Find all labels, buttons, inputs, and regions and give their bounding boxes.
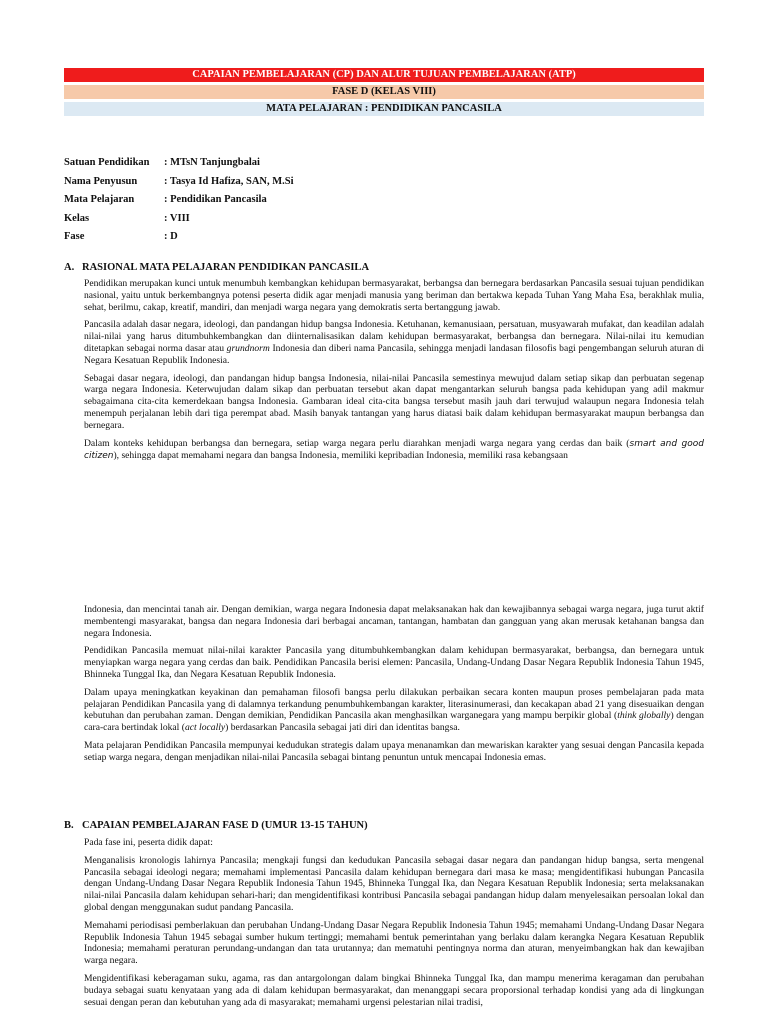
- paragraph: Dalam konteks kehidupan berbangsa dan bernegara, setiap warga negara perlu diarahkan menjadi warga negara yang cerdas dan baik (smart and good citizen), sehingga dapat memahami negara dan bangsa Indonesia, memiliki kepribadian Indonesia, memiliki rasa kebangsaan: [84, 437, 704, 462]
- identity-label: Nama Penyusun: [64, 175, 138, 187]
- section-b-body: [84, 837, 704, 1014]
- identity-label: Satuan Pendidikan: [64, 157, 150, 168]
- section-number: B.: [64, 820, 74, 831]
- paragraph: Dalam upaya meningkatkan keyakinan dan pemahaman filosofi bangsa perlu dilakukan perbaikan secara konten maupun proses pembelajaran pada mata pelajaran Pendidikan Pancasila yang di dalamnya terkandung penumbuhkembangan karakter, literasinumerasi, dan kecakapan abad 21 yang disesuaikan dengan kebutuhan dan perubahan zaman. Dengan demikian, Pendidikan Pancasila akan menghasilkan warganegara yang mampu berpikir global (think globally) dengan cara-cara bertindak lokal (act locally) berdasarkan Pancasila sebagai jati diri dan identitas bangsa.: [84, 686, 704, 734]
- identity-value: : VIII: [164, 212, 190, 224]
- section-title: CAPAIAN PEMBELAJARAN FASE D (UMUR 13-15 TAHUN): [82, 820, 368, 831]
- paragraph: Memahami periodisasi pemberlakuan dan perubahan Undang-Undang Dasar Negara Republik Indonesia Tahun 1945; memahami Undang-Undang Dasar Negara Republik Indonesia Tahun 1945 sebagai sumber hukum tertinggi; memahami bentuk pemerintahan yang berlaku dalam kerangka Negara Kesatuan Republik Indonesia; memahami peraturan perundang-undangan dan tata urutannya; dan mematuhi pentingnya norma dan aturan, menyeimbangkan hak dan kewajiban warga negara.: [84, 919, 704, 967]
- subject-band: MATA PELAJARAN : PENDIDIKAN PANCASILA: [64, 102, 704, 116]
- phase-band: FASE D (KELAS VIII): [64, 85, 704, 99]
- identity-table: [64, 154, 294, 247]
- identity-value: : D: [164, 231, 178, 242]
- paragraph: Mata pelajaran Pendidikan Pancasila mempunyai kedudukan strategis dalam upaya menanamkan dan mewariskan karakter yang sesuai dengan Pancasila kepada setiap warga negara, dengan menjadikan nilai-nilai Pancasila sebagai bintang penuntun untuk mencapai Indonesia emas.: [84, 739, 704, 763]
- identity-row-class: [64, 210, 294, 229]
- paragraph: Sebagai dasar negara, ideologi, dan pandangan hidup bangsa Indonesia, nilai-nilai Pancasila semestinya mewujud dalam setiap sikap dan perbuatan segenap warga negara Indonesia. Keterwujudan dalam sikap dan perbuatan tersebut akan dapat mengantarkan seluruh bangsa pada kehidupan yang adil makmur sebagaimana cita-cita kemerdekaan bangsa Indonesia. Gambaran ideal cita-cita bangsa tersebut masih jauh dari terwujud walaupun negara Indonesia telah menempuh perjalanan lebih dari tiga perempat abad. Masih banyak tantangan yang harus diatasi baik dalam kehidupan bermasyarakat maupun berbangsa dan bernegara.: [84, 372, 704, 431]
- section-number: A.: [64, 262, 75, 273]
- section-a-body-top: [84, 278, 704, 469]
- section-a-heading: [64, 262, 369, 273]
- identity-label: Kelas: [64, 212, 90, 224]
- paragraph: Mengidentifikasi keberagaman suku, agama, ras dan antargolongan dalam bingkai Bhinneka Tunggal Ika, dan mampu menerima keragaman dan perubahan budaya sebagai suatu kenyataan yang ada di dalam kehidupan bermasyarakat, dan menanggapi secara proporsional terhadap kondisi yang ada di lingkungan sesuai dengan peran dan kebutuhan yang ada di masyarakat; memahami urgensi pelestarian nilai tradisi,: [84, 972, 704, 1008]
- section-b-heading: [64, 820, 368, 831]
- paragraph: Pada fase ini, peserta didik dapat:: [84, 837, 213, 848]
- document-title-band: CAPAIAN PEMBELAJARAN (CP) DAN ALUR TUJUAN PEMBELAJARAN (ATP): [64, 68, 704, 82]
- identity-row-phase: [64, 228, 294, 247]
- paragraph: Indonesia, dan mencintai tanah air. Dengan demikian, warga negara Indonesia dapat melaksanakan hak dan kewajibannya sebagai warga negara, juga turut aktif membentengi masyarakat, bangsa dan negara Indonesia dari berbagai ancaman, tantangan, hambatan dan gangguan yang akan merusak ketahanan bangsa dan negara Indonesia.: [84, 604, 704, 639]
- identity-row-author: [64, 173, 294, 192]
- paragraph: Pendidikan Pancasila memuat nilai-nilai karakter Pancasila yang ditumbuhkembangkan dalam kehidupan bermasyarakat, berbangsa, dan bernegara untuk menyiapkan warga negara yang cerdas dan baik. Pendidikan Pancasila berisi elemen: Pancasila, Undang-Undang Dasar Negara Republik Indonesia Tahun 1945, Bhinneka Tunggal Ika, dan Negara Kesatuan Republik Indonesia.: [84, 645, 704, 680]
- identity-row-school: [64, 154, 294, 173]
- section-a-body-bottom: [84, 604, 704, 770]
- identity-value: : Pendidikan Pancasila: [164, 194, 267, 205]
- paragraph: Menganalisis kronologis lahirnya Pancasila; mengkaji fungsi dan kedudukan Pancasila sebagai dasar negara dan pandangan hidup bangsa, serta mengenal Pancasila sebagai ideologi negara; memahami implementasi Pancasila dalam kehidupan bernegara dari masa ke masa; mengidentifikasi hubungan Pancasila dengan Undang-Undang Dasar Negara Republik Indonesia Tahun 1945, Bhinneka Tunggal Ika, dan Negara Kesatuan Republik Indonesia; serta melaksanakan nilai-nilai Pancasila dalam kehidupan sehari-hari; dan mengidentifikasi kontribusi Pancasila sebagai pandangan hidup dalam menyelesaikan persoalan lokal dan global dengan menggunakan sudut pandang Pancasila.: [84, 854, 704, 913]
- paragraph: Pendidikan merupakan kunci untuk menumbuh kembangkan kehidupan bermasyarakat, berbangsa dan bernegara berdasarkan Pancasila sesuai tujuan pendidikan nasional, yaitu untuk berkembangnya potensi peserta didik agar menjadi manusia yang beriman dan bertakwa kepada Tuhan Yang Maha Esa, berakhlak mulia, sehat, berilmu, cakap, kreatif, mandiri, dan menjadi warga negara yang demokratis serta bertanggung jawab.: [84, 278, 704, 313]
- identity-value: : Tasya Id Hafiza, SAN, M.Si: [164, 175, 294, 187]
- section-title: RASIONAL MATA PELAJARAN PENDIDIKAN PANCASILA: [82, 262, 370, 273]
- identity-label: Fase: [64, 231, 85, 242]
- identity-value: : MTsN Tanjungbalai: [164, 157, 260, 168]
- paragraph: Pancasila adalah dasar negara, ideologi, dan pandangan hidup bangsa Indonesia. Ketuhanan, kemanusiaan, persatuan, musyawarah mufakat, dan keadilan adalah nilai-nilai yang harus ditumbuhkembangkan dan diinternalisasikan dalam kehidupan bermasyarakat, berbangsa dan bernegara. Nilai-nilai itu kemudian ditetapkan sebagai norma dasar atau grundnorm Indonesia dan diberi nama Pancasila, sehingga menjadi landasan filosofis bagi pengembangan seluruh aturan di Negara Kesatuan Republik Indonesia.: [84, 319, 704, 366]
- identity-label: Mata Pelajaran: [64, 194, 135, 205]
- identity-row-subject: [64, 191, 294, 210]
